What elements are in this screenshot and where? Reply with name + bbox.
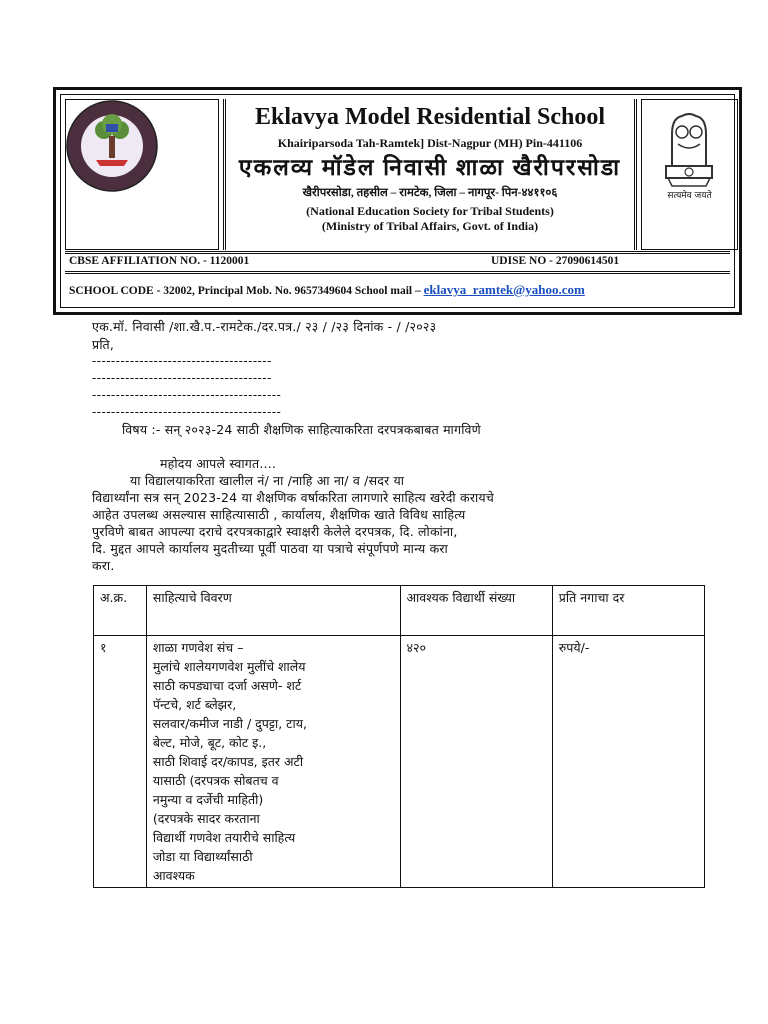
school-name: Eklavya Model Residential School bbox=[254, 104, 606, 130]
recipient-line: ---------------------------------------- bbox=[92, 388, 282, 402]
recipient-prefix: प्रति, bbox=[92, 337, 115, 352]
school-name-marathi: एकलव्य मॉडेल निवासी शाळा खैरीपरसोडा bbox=[238, 155, 622, 180]
school-code-row bbox=[69, 282, 726, 298]
header-rule bbox=[65, 251, 730, 254]
affiliation-number: CBSE AFFILIATION NO. - 1120001 bbox=[69, 255, 250, 267]
letterhead bbox=[53, 87, 742, 315]
school-logo bbox=[66, 100, 218, 249]
paragraph-line: या विद्यालयाकरिता खालील नं/ ना /नाहि आ ना/ व /सदर या bbox=[130, 473, 405, 488]
salutation-line: महोदय आपले स्वागत.... bbox=[160, 456, 277, 471]
recipient-line: -------------------------------------- bbox=[92, 354, 272, 368]
row-number: १ bbox=[94, 636, 147, 888]
row-description bbox=[146, 636, 400, 888]
emblem-motto: सत्यमेव जयते bbox=[667, 191, 712, 201]
description-line: साठी शिवाई दर/कापड, इतर अटी bbox=[152, 754, 304, 769]
table-header-row bbox=[94, 586, 705, 636]
paragraph-line: करा. bbox=[92, 558, 115, 573]
school-address-marathi: खैरीपरसोडा, तहसील – रामटेक, जिला – नागपूर- पिन-४४११०६ bbox=[302, 187, 558, 199]
description-line: साठी कपड्याचा दर्जा असणे- शर्ट bbox=[152, 678, 302, 693]
description-line: विद्यार्थी गणवेश तयारीचे साहित्य bbox=[152, 830, 296, 845]
description-line: शाळा गणवेश संच – bbox=[152, 640, 244, 655]
emblem-cell bbox=[641, 99, 738, 250]
items-table bbox=[93, 585, 705, 888]
society-name: (National Education Society for Tribal Students) bbox=[306, 204, 554, 218]
letterhead-inner-border bbox=[60, 94, 735, 308]
table-header-cell: प्रति नगाचा दर bbox=[552, 586, 704, 636]
table-header-cell: आवश्यक विद्यार्थी संख्या bbox=[400, 586, 552, 636]
info-rule bbox=[65, 271, 730, 274]
description-line: मुलांचे शालेयगणवेश मुलींचे शालेय bbox=[152, 659, 306, 674]
description-line: बेल्ट, मोजे, बूट, कोट इ., bbox=[152, 735, 267, 750]
subject-line: विषय :- सन् २०२३-24 साठी शैक्षणिक साहित्याकरिता दरपत्रकबाबत मागविणे bbox=[122, 422, 481, 437]
logo-cell bbox=[65, 99, 219, 250]
table-row bbox=[94, 636, 705, 888]
recipient-line: -------------------------------------- bbox=[92, 371, 272, 385]
title-cell bbox=[223, 99, 637, 250]
school-email-link[interactable]: eklavya_ramtek@yahoo.com bbox=[423, 282, 585, 297]
table-header-cell: साहित्याचे विवरण bbox=[146, 586, 400, 636]
description-line: पॅन्टचे, शर्ट ब्लेझर, bbox=[152, 697, 237, 712]
paragraph-line: दि. मुद्दत आपले कार्यालय मुदतीच्या पूर्वी पाठवा या पत्राचे संपूर्णपणे मान्य करा bbox=[92, 541, 448, 556]
affiliation-row bbox=[69, 255, 726, 267]
school-code-line: SCHOOL CODE - 32002, Principal Mob. No. 9657349604 School mail – bbox=[69, 285, 421, 297]
description-line: आवश्यक bbox=[152, 868, 195, 883]
paragraph-line: पुरविणे बाबत आपल्या दराचे दरपत्रकाद्वारे स्वाक्षरी केलेले दरपत्रक, दि. लोकांना, bbox=[92, 524, 458, 539]
description-line: यासाठी (दरपत्रक सोबतच व bbox=[152, 773, 279, 788]
recipient-line: ---------------------------------------- bbox=[92, 405, 282, 419]
description-line: नमुन्या व दर्जेची माहिती) bbox=[152, 792, 264, 807]
school-address: Khairiparsoda Tah-Ramtek] Dist-Nagpur (MH) Pin-441106 bbox=[277, 136, 583, 150]
udise-number: UDISE NO - 27090614501 bbox=[491, 255, 620, 267]
description-line: जोडा या विद्यार्थ्यांसाठी bbox=[152, 849, 253, 864]
ministry-name: (Ministry of Tribal Affairs, Govt. of India) bbox=[321, 219, 539, 233]
paragraph-line: विद्यार्थ्यांना सत्र सन् 2023-24 या शैक्षणिक वर्षाकरिता लागणारे साहित्य खरेदी करायचे bbox=[92, 490, 494, 505]
description-line: (दरपत्रके सादर करताना bbox=[152, 811, 260, 826]
row-rate: रुपये/- bbox=[552, 636, 704, 888]
table-header-cell: अ.क्र. bbox=[94, 586, 147, 636]
description-line: सलवार/कमीज नाडी / दुपट्टा, टाय, bbox=[152, 716, 307, 731]
paragraph-line: आहेत उपलब्ध असल्यास साहित्यासाठी , कार्यालय, शैक्षणिक खाते विविध साहित्य bbox=[92, 507, 466, 522]
reference-line: एक.मॉ. निवासी /शा.खै.प.-रामटेक./दर.पत्र./ २३ / /२३ दिनांक - / /२०२३ bbox=[92, 319, 437, 334]
row-quantity: ४२० bbox=[400, 636, 552, 888]
